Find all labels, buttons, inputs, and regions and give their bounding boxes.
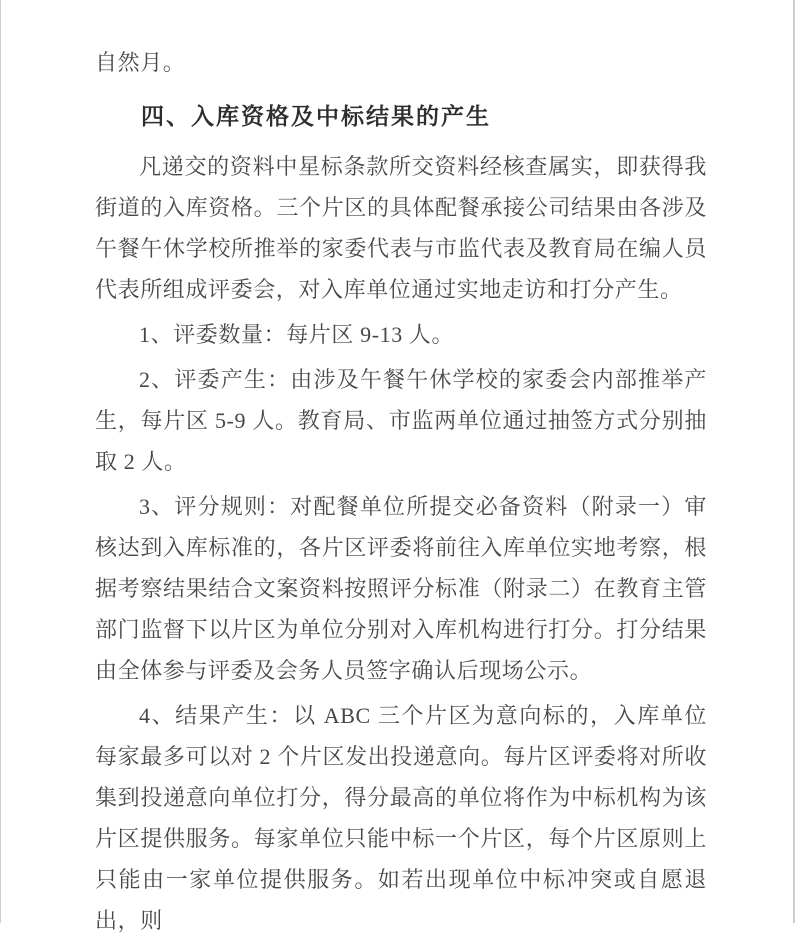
list-item-1-committee-size: 1、评委数量：每片区 9-13 人。: [139, 322, 455, 347]
paragraph-intro: 凡递交的资料中星标条款所交资料经核查属实，即获得我街道的入库资格。三个片区的具体配餐承接公司结果由各涉及午餐午休学校所推举的家委代表与市监代表及教育局在编人员代表所组成评委会，对入库单位通过实地走访和打分产生。: [95, 154, 707, 302]
section-heading: 四、入库资格及中标结果的产生: [141, 104, 491, 129]
list-item-3-scoring-rules: 3、评分规则：对配餐单位所提交必备资料（附录一）审核达到入库标准的，各片区评委将前往入库单位实地考察，根据考察结果结合文案资料按照评分标准（附录二）在教育主管部门监督下以片区为单位分别对入库机构进行打分。打分结果由全体参与评委及会务人员签字确认后现场公示。: [95, 494, 707, 683]
page-right-edge-line: [793, 0, 795, 923]
page-left-edge-line: [0, 0, 1, 923]
carryover-sentence-fragment: 自然月。: [95, 50, 186, 75]
list-item-4-result-generation: 4、结果产生：以 ABC 三个片区为意向标的，入库单位每家最多可以对 2 个片区发出投递意向。每片区评委将对所收集到投递意向单位打分，得分最高的单位将作为中标机构为该片区提供服务。每家单位只能中标一个片区，每个片区原则上只能由一家单位提供服务。如若出现单位中标冲突或自愿退出，则: [95, 703, 707, 933]
list-item-2-committee-formation: 2、评委产生：由涉及午餐午休学校的家委会内部推举产生，每片区 5-9 人。教育局、市监两单位通过抽签方式分别抽取 2 人。: [95, 367, 707, 474]
document-body-text: [95, 42, 707, 945]
